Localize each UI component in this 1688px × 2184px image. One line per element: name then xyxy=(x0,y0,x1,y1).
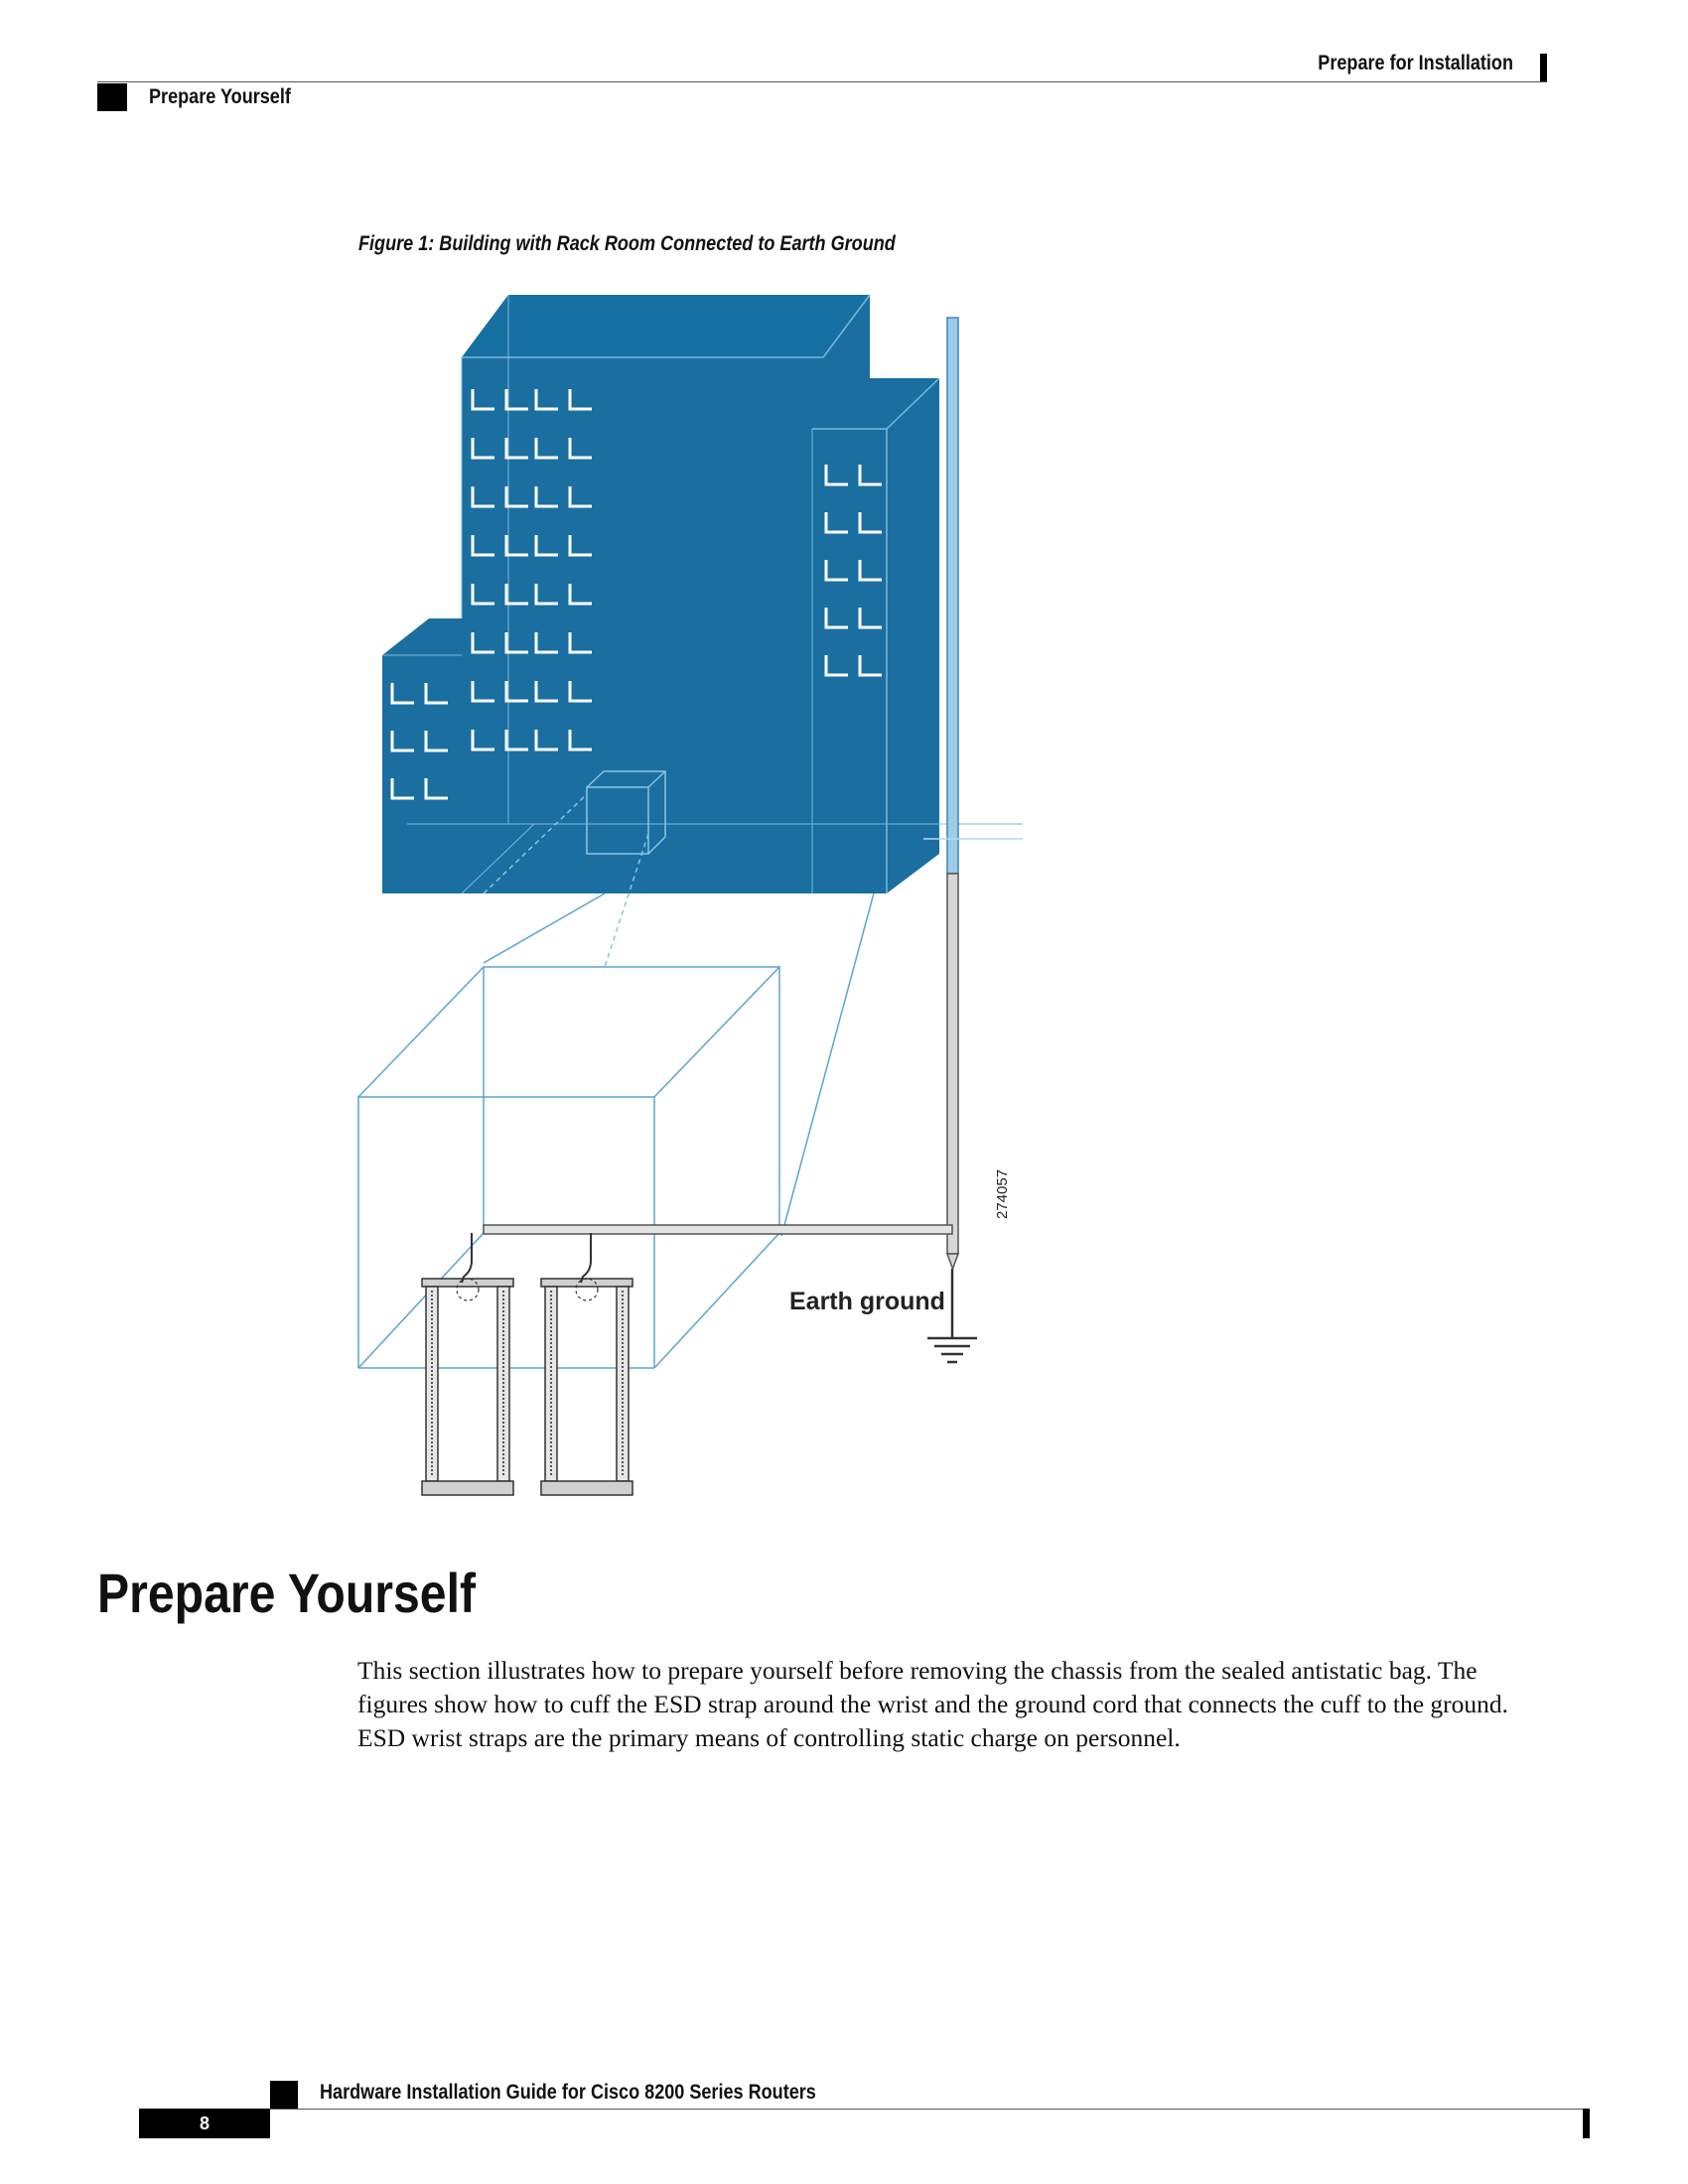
building-illustration xyxy=(338,278,1053,1509)
header-bar xyxy=(1540,54,1547,81)
footer-bar xyxy=(1583,2109,1590,2138)
right-building xyxy=(812,378,939,893)
section-body-paragraph: This section illustrates how to prepare yourself before removing the chassis from the sealed antistatic bag. The figures show how to cuff the ESD strap around the wrist and the ground cord that connects the cuff to the ground. ESD wrist straps are the primary means of controlling static charge on personnel. xyxy=(357,1656,1509,1752)
left-building xyxy=(382,618,467,893)
figure-id-number: 274057 xyxy=(994,1168,1011,1219)
running-header-section: Prepare Yourself xyxy=(149,85,291,108)
earth-ground-label: Earth ground xyxy=(789,1288,945,1315)
ground-bar xyxy=(484,1225,952,1234)
zoom-lines xyxy=(484,864,882,1236)
footer-book-title: Hardware Installation Guide for Cisco 8200 Series Routers xyxy=(320,2081,816,2104)
equipment-racks xyxy=(422,1233,633,1495)
figure-caption: Figure 1: Building with Rack Room Connected to Earth Ground xyxy=(358,232,896,255)
footer-rule xyxy=(270,2109,1589,2110)
equipment-rack xyxy=(422,1233,513,1495)
page-number: 8 xyxy=(139,2109,270,2138)
equipment-rack xyxy=(541,1233,633,1495)
header-rule xyxy=(97,81,1547,82)
figure-building-earth-ground xyxy=(338,278,1053,1509)
header-block xyxy=(97,83,127,111)
running-header-chapter: Prepare for Installation xyxy=(1318,52,1513,74)
exploded-rack-room xyxy=(358,967,779,1368)
section-title: Prepare Yourself xyxy=(97,1562,477,1624)
footer-block xyxy=(270,2081,298,2109)
